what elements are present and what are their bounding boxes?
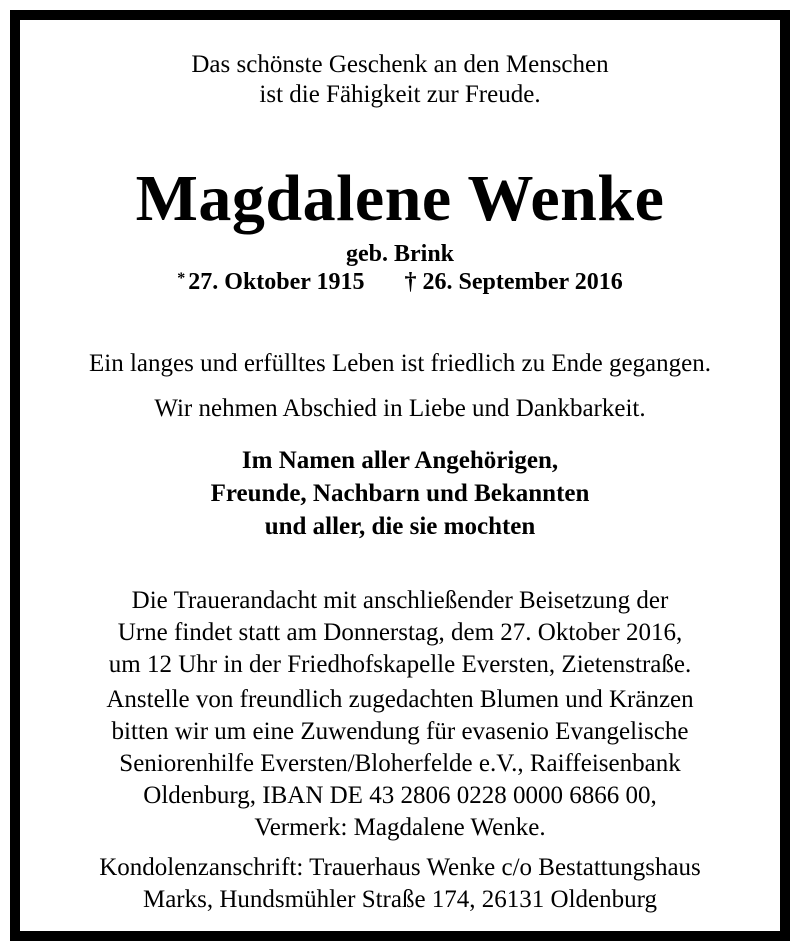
condolence-line: Kondolenzanschrift: Trauerhaus Wenke c/o Bestattungshaus xyxy=(99,854,701,881)
motto-line: Das schönste Geschenk an den Menschen xyxy=(191,51,609,78)
family-line: Im Namen aller Angehörigen, xyxy=(241,447,559,474)
donation-request xyxy=(20,684,780,844)
donation-line: Vermerk: Magdalene Wenke. xyxy=(254,814,546,841)
donation-line: bitten wir um eine Zuwendung für evasenio Evangelische xyxy=(111,718,689,745)
farewell-line: Wir nehmen Abschied in Liebe und Dankbarkeit. xyxy=(154,395,646,422)
donation-line: Oldenburg, IBAN DE 43 2806 0228 0000 6866 00, xyxy=(143,782,657,809)
service-line: um 12 Uhr in der Friedhofskapelle Eversten, Zietenstraße. xyxy=(108,651,692,678)
family-signature xyxy=(20,444,780,543)
condolence-line: Marks, Hundsmühler Straße 174, 26131 Oldenburg xyxy=(142,886,658,913)
service-line: Die Trauerandacht mit anschließender Beisetzung der xyxy=(131,587,669,614)
condolence-address xyxy=(20,852,780,916)
service-line: Urne findet statt am Donnerstag, dem 27. Oktober 2016, xyxy=(117,619,683,646)
life-dates xyxy=(20,264,780,297)
motto-line: ist die Fähigkeit zur Freude. xyxy=(259,81,541,108)
death-symbol: † xyxy=(404,269,417,295)
motto-quote xyxy=(20,50,780,110)
birth-date: 27. Oktober 1915 xyxy=(188,269,365,295)
donation-line: Seniorenhilfe Eversten/Bloherfelde e.V., Raiffeisenbank xyxy=(119,750,681,777)
farewell-line: Ein langes und erfülltes Leben ist friedlich zu Ende gegangen. xyxy=(88,350,711,377)
service-details xyxy=(20,585,780,681)
donation-line: Anstelle von freundlich zugedachten Blumen und Kränzen xyxy=(106,686,694,713)
death-date: 26. September 2016 xyxy=(422,269,623,295)
deceased-name: Magdalene Wenke xyxy=(135,162,665,235)
family-line: und aller, die sie mochten xyxy=(264,513,536,540)
birth-symbol: * xyxy=(177,270,186,287)
family-line: Freunde, Nachbarn und Bekannten xyxy=(210,480,590,507)
maiden-name: geb. Brink xyxy=(345,241,455,267)
